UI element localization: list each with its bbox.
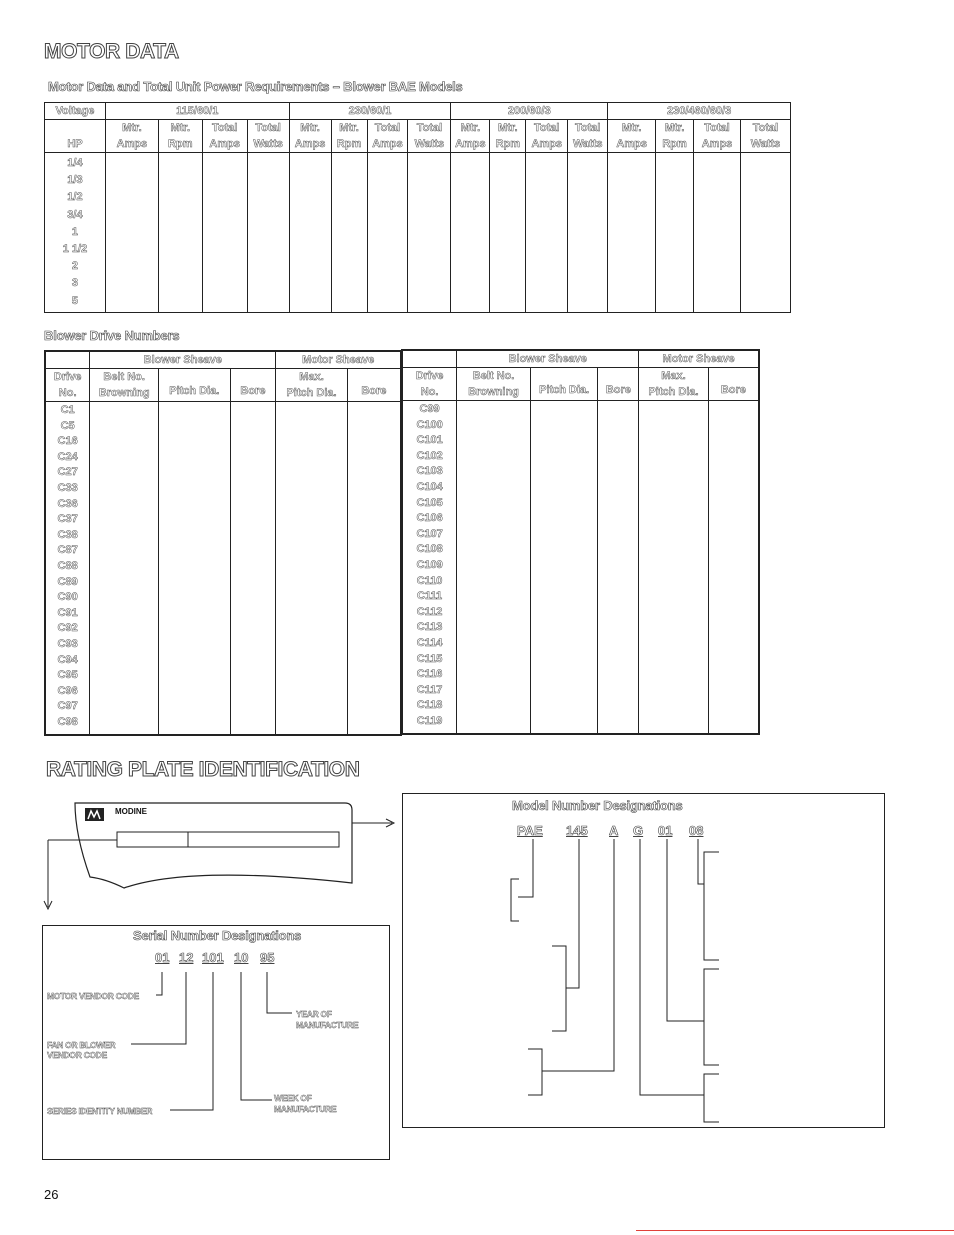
hp-label: HP — [45, 120, 106, 153]
motor-col-header-line: Total — [704, 122, 730, 134]
drive-data-cell — [230, 402, 276, 735]
motor-sheave-header: Motor Sheave — [276, 351, 401, 369]
drive-numbers — [45, 402, 90, 735]
motor-col-header-line: Total — [416, 122, 443, 134]
drive-number: C100 — [416, 418, 443, 431]
drive-number: C104 — [416, 480, 443, 493]
motor-data-cell — [408, 153, 451, 313]
motor-col-header-line: Total — [534, 122, 560, 134]
motor-data-cell — [331, 153, 367, 313]
drive-table-left — [44, 350, 402, 736]
motor-col-header-line: Total — [211, 122, 238, 134]
drive-no-header-line: No. — [58, 387, 77, 399]
motor-col-header — [451, 120, 490, 153]
drive-number: C98 — [57, 715, 78, 728]
motor-col-header-line: Watts — [414, 138, 445, 150]
belt-no-header-line: Belt No. — [472, 370, 515, 382]
serial-title: Serial Number Designations — [133, 928, 302, 943]
pitch-dia-header: Pitch Dia. — [159, 369, 230, 402]
hp-value: 1/4 — [67, 157, 83, 169]
motor-data-cell — [451, 153, 490, 313]
motor-col-header — [367, 120, 408, 153]
model-code: 145 — [566, 823, 588, 838]
drive-number: C95 — [57, 669, 78, 682]
drive-number: C102 — [416, 449, 443, 462]
drive-data-cell — [276, 402, 347, 735]
drive-number: C101 — [416, 434, 443, 447]
motor-col-header — [408, 120, 451, 153]
hp-value: 3 — [71, 277, 79, 290]
belt-no-header — [457, 368, 531, 401]
page-number: 26 — [44, 1187, 59, 1202]
motor-col-header-line: Watts — [750, 138, 781, 150]
serial-code: 01 — [155, 950, 170, 965]
drive-data-cell — [598, 401, 639, 734]
motor-col-header-line: Mtr. — [122, 122, 142, 134]
motor-col-header — [289, 120, 331, 153]
drive-data-cell — [159, 402, 230, 735]
drive-number: C33 — [57, 481, 78, 494]
serial-code: 95 — [260, 950, 275, 965]
hp-value: 1 — [71, 225, 79, 238]
drive-data-cell — [639, 401, 709, 734]
motor-col-header-line: Total — [255, 122, 281, 134]
hp-values — [45, 153, 106, 313]
drive-number: C88 — [57, 559, 78, 572]
footer-rule — [636, 1230, 954, 1231]
bore-header: Bore — [598, 368, 639, 401]
drive-section-title: Blower Drive Numbers — [44, 328, 180, 343]
drive-no-header-line: Drive — [53, 371, 82, 383]
motor-col-header-line: Amps — [209, 138, 240, 150]
hp-value: 1/3 — [67, 174, 83, 187]
belt-no-header-line: Belt No. — [103, 371, 145, 383]
bore-header: Bore — [347, 369, 401, 402]
drive-number: C118 — [416, 699, 443, 712]
motor-data-cell — [289, 153, 331, 313]
max-pitch-header-line: Max. — [299, 371, 324, 383]
model-code: 08 — [689, 823, 704, 838]
drive-spacer — [402, 350, 457, 368]
belt-no-header-line: Browning — [468, 386, 519, 398]
drive-number: C37 — [57, 513, 78, 526]
drive-number: C5 — [60, 419, 75, 432]
drive-number: C111 — [417, 590, 443, 603]
drive-data-cell — [347, 402, 401, 735]
motor-col-header-line: Mtr. — [339, 122, 359, 134]
drive-no-header — [45, 369, 90, 402]
motor-col-header — [608, 120, 656, 153]
max-pitch-header — [276, 369, 347, 402]
model-title: Model Number Designations — [512, 798, 683, 813]
motor-col-header-line: Rpm — [336, 138, 362, 150]
model-code: PAE — [517, 823, 543, 838]
belt-no-header — [90, 369, 159, 402]
belt-no-header-line: Browning — [98, 387, 150, 399]
drive-number: C103 — [416, 465, 443, 478]
drive-number: C94 — [57, 653, 78, 666]
voltage-group: 200/60/3 — [451, 103, 608, 120]
motor-col-header-line: Mtr. — [498, 122, 518, 134]
drive-number: C90 — [57, 591, 78, 604]
drive-number: C89 — [57, 575, 78, 588]
drive-data-cell — [708, 401, 759, 734]
motor-data-cell — [367, 153, 408, 313]
motor-col-header-line: Amps — [701, 138, 733, 150]
motor-col-header-line: Amps — [116, 138, 148, 150]
model-leader-lines — [402, 793, 883, 1126]
motor-data-cell — [158, 153, 202, 313]
drive-number: C116 — [416, 668, 443, 681]
motor-col-header — [202, 120, 247, 153]
model-code: G — [633, 823, 644, 838]
drive-no-header — [402, 368, 457, 401]
drive-number: C117 — [416, 683, 443, 696]
drive-number: C109 — [416, 558, 443, 571]
motor-col-header — [656, 120, 694, 153]
motor-col-header — [158, 120, 202, 153]
motor-data-cell — [608, 153, 656, 313]
drive-number: C113 — [416, 621, 443, 634]
drive-number: C24 — [57, 450, 78, 463]
motor-data-cell — [740, 153, 790, 313]
blower-sheave-header: Blower Sheave — [90, 351, 276, 369]
drive-data-cell — [530, 401, 598, 734]
series-identity-label: SERIES IDENTITY NUMBER — [47, 1106, 153, 1116]
motor-col-header — [490, 120, 526, 153]
motor-col-header-line: Amps — [531, 138, 563, 150]
pitch-dia-header: Pitch Dia. — [530, 368, 598, 401]
motor-col-header-line: Amps — [372, 138, 403, 150]
motor-data-cell — [202, 153, 247, 313]
drive-number: C91 — [57, 606, 78, 619]
week-label-1: WEEK OF — [274, 1093, 312, 1103]
drive-number: C115 — [416, 652, 443, 665]
motor-sheave-header: Motor Sheave — [639, 350, 759, 368]
voltage-label: Voltage — [45, 103, 106, 120]
serial-code: 101 — [202, 950, 224, 965]
max-pitch-header-line: Max. — [661, 370, 686, 382]
drive-number: C110 — [416, 574, 443, 587]
motor-data-cell — [526, 153, 568, 313]
drive-number: C99 — [419, 403, 440, 415]
rating-plate-drawing — [40, 795, 400, 915]
drive-number: C93 — [57, 637, 78, 650]
fan-vendor-label-2: VENDOR CODE — [47, 1050, 107, 1060]
section-title-rating-plate: RATING PLATE IDENTIFICATION — [46, 758, 360, 781]
hp-value: 3/4 — [67, 208, 83, 221]
drive-number: C92 — [57, 622, 78, 635]
motor-col-header-line: Rpm — [168, 138, 193, 150]
motor-col-header — [740, 120, 790, 153]
hp-value: 5 — [71, 294, 79, 307]
drive-number: C38 — [57, 528, 78, 541]
hp-value: 2 — [71, 260, 79, 273]
max-pitch-header-line: Pitch Dia. — [286, 387, 337, 399]
drive-no-header-line: No. — [420, 386, 439, 398]
serial-code: 10 — [234, 950, 249, 965]
drive-table-right — [401, 349, 760, 735]
motor-col-header-line: Mtr. — [170, 122, 191, 134]
brand-name: MODINE — [115, 807, 147, 816]
motor-data-table — [44, 102, 791, 313]
model-code: 01 — [658, 823, 673, 838]
motor-col-header — [568, 120, 608, 153]
hp-value: 1/2 — [67, 191, 83, 204]
motor-col-header — [247, 120, 289, 153]
max-pitch-header-line: Pitch Dia. — [648, 386, 699, 398]
drive-number: C36 — [57, 497, 78, 510]
year-label-1: YEAR OF — [296, 1009, 332, 1019]
motor-vendor-label: MOTOR VENDOR CODE — [47, 991, 140, 1001]
hp-value: 1 1/2 — [62, 243, 88, 256]
motor-data-cell — [694, 153, 741, 313]
motor-col-header — [105, 120, 158, 153]
drive-number: C106 — [416, 512, 443, 525]
motor-col-header-line: Rpm — [662, 138, 687, 150]
motor-col-header — [526, 120, 568, 153]
drive-data-cell — [457, 401, 531, 734]
motor-data-cell — [568, 153, 608, 313]
drive-number: C114 — [416, 636, 443, 649]
motor-col-header-line: Total — [574, 122, 601, 134]
motor-col-header-line: Amps — [294, 138, 326, 150]
blower-sheave-header: Blower Sheave — [457, 350, 639, 368]
max-pitch-header — [639, 368, 709, 401]
motor-col-header-line: Mtr. — [664, 122, 685, 134]
drive-number: C105 — [416, 496, 443, 509]
motor-col-header-line: Amps — [455, 138, 486, 150]
voltage-group: 230/460/60/3 — [608, 103, 791, 120]
drive-spacer — [45, 351, 90, 369]
drive-numbers — [402, 401, 457, 734]
motor-col-header-line: Total — [374, 122, 401, 134]
section-title-motor-data: MOTOR DATA — [44, 40, 179, 63]
drive-number: C112 — [416, 605, 443, 618]
motor-col-header — [331, 120, 367, 153]
motor-col-header-line: Watts — [572, 138, 603, 150]
motor-table-title: Motor Data and Total Unit Power Requirements – Blower BAE Models — [48, 79, 463, 94]
drive-no-header-line: Drive — [415, 370, 444, 382]
drive-number: C96 — [57, 684, 78, 697]
week-label-2: MANUFACTURE — [274, 1104, 337, 1114]
drive-number: C16 — [57, 435, 78, 448]
bore-header: Bore — [230, 369, 276, 402]
serial-code: 12 — [179, 950, 194, 965]
drive-number: C107 — [416, 527, 443, 540]
drive-data-cell — [90, 402, 159, 735]
voltage-group: 230/60/1 — [289, 103, 451, 120]
motor-data-cell — [247, 153, 289, 313]
motor-col-header-line: Mtr. — [300, 122, 320, 134]
drive-number: C119 — [416, 714, 443, 727]
year-label-2: MANUFACTURE — [296, 1020, 359, 1030]
motor-data-cell — [490, 153, 526, 313]
motor-data-cell — [656, 153, 694, 313]
motor-col-header — [694, 120, 741, 153]
drive-number: C27 — [57, 466, 78, 479]
bore-header: Bore — [708, 368, 759, 401]
fan-vendor-label-1: FAN OR BLOWER — [47, 1040, 116, 1050]
motor-col-header-line: Watts — [253, 138, 283, 150]
motor-col-header-line: Rpm — [495, 138, 521, 150]
motor-col-header-line: Mtr. — [460, 122, 481, 134]
motor-col-header-line: Amps — [616, 138, 647, 150]
motor-data-cell — [105, 153, 158, 313]
model-code: A — [609, 823, 619, 838]
drive-number: C1 — [60, 404, 75, 416]
drive-number: C87 — [57, 544, 78, 557]
drive-number: C97 — [57, 700, 78, 713]
motor-col-header-line: Mtr. — [621, 122, 642, 134]
drive-number: C108 — [416, 543, 443, 556]
motor-col-header-line: Total — [752, 122, 779, 134]
voltage-group: 115/60/1 — [105, 103, 289, 120]
